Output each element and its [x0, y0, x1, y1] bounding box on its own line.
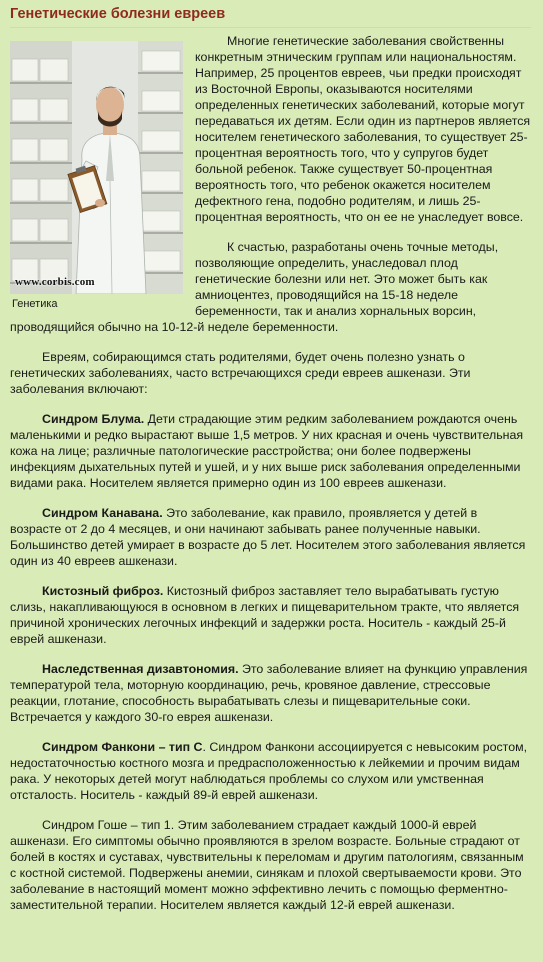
disease-bloom-title: Синдром Блума.	[42, 412, 145, 426]
disease-gaucher: Синдром Гоше – тип 1. Этим заболеванием страдает каждый 1000-й еврей ашкенази. Его симптомы обычно проявляются в зрелом возрасте. Больные страдают от болей в костях и суставах, чувствительны к переломам и другим патологиям, связанным с костной системой. Подвержены анемии, синякам и плохой свертываемости крови. Это заболевание в настоящий момент можно эффективно лечить с помощью ферментно-заместительной терапии. Носителем является каждый 12-й еврей ашкенази.	[10, 818, 524, 912]
disease-canavan	[10, 505, 531, 569]
paragraph-diagnostics: К счастью, разработаны очень точные методы, позволяющие определить, унаследовал плод генетические болезни или нет. Это может быть как амниоцентез, проводящийся на 15-18 неделе беременности, так и анализ хорнальных ворсин, проводящийся обычно на 10-12-й неделе беременности.	[10, 240, 499, 334]
disease-bloom-text: Дети страдающие этим редким заболеванием рождаются очень маленькими и редко вырастают выше 1,5 метров. У них красная и очень чувствительная кожа на лице; различные патологические расстройства; они более подвержены инфекциям дыхательных путей и ушей, и у них выше риск заболевания определенными видами рака. Носителем является примерно один из 100 евреев ашкенази.	[10, 412, 524, 490]
photo-watermark: www.corbis.com	[15, 276, 95, 288]
disease-cystic-fibrosis-title: Кистозный фиброз.	[42, 584, 164, 598]
photo-caption: Генетика	[12, 298, 58, 310]
disease-dysautonomia	[10, 661, 531, 725]
disease-bloom	[10, 411, 531, 491]
disease-fanconi	[10, 739, 531, 803]
disease-canavan-title: Синдром Канавана.	[42, 506, 163, 520]
disease-cystic-fibrosis	[10, 583, 531, 647]
geneticist-photo	[10, 41, 183, 294]
photo-illustration	[10, 41, 183, 294]
disease-fanconi-text: . Синдром Фанкони ассоциируется с невысоким ростом, недостаточностью костного мозга и предрасположенностью к лейкемии и прочим видам рака. У некоторых детей могут наблюдаться проблемы со слухом или умственная отсталость. Носитель - каждый 89-й еврей ашкенази.	[10, 740, 528, 802]
article-figure	[10, 41, 187, 311]
article-body	[10, 28, 531, 913]
disease-dysautonomia-title: Наследственная дизавтономия.	[42, 662, 239, 676]
disease-cystic-fibrosis-text: Кистозный фиброз заставляет тело вырабатывать густую слизь, накапливающуюся в основном в легких и пищеварительном тракте, что является причиной хронических легочных инфекций и задержки роста. Носитель - каждый 25-й еврей ашкенази.	[10, 584, 520, 646]
disease-dysautonomia-text: Это заболевание влияет на функцию управления температурой тела, моторную координацию, речь, кровяное давление, стрессовые реакции, глотание, способность вырабатывать слезы и пищеварительные соки. Встречается у каждого 30-го еврея ашкенази.	[10, 662, 528, 724]
disease-canavan-text: Это заболевание, как правило, проявляется у детей в возрасте от 2 до 4 месяцев, и они начинают забывать ранее полученные навыки. Большинство детей умирает в возрасте до 5 лет. Носителем этого заболевания является один из 40 евреев ашкенази.	[10, 506, 526, 568]
paragraph-ashkenazi-list-intro: Евреям, собирающимся стать родителями, будет очень полезно узнать о генетических заболеваниях, часто встречающихся среди евреев ашкенази. Эти заболевания включают:	[10, 350, 471, 396]
disease-fanconi-title: Синдром Фанкони – тип С	[42, 740, 203, 754]
paragraph-intro: Многие генетические заболевания свойственны конкретным этническим группам или национальностям. Например, 25 процентов евреев, чьи предки происходят из Восточной Европы, оказываются носителями определенных генетических заболеваний, которые могут передаваться их детям. Если один из партнеров является носителем генетического заболевания, то существует 25-процентная вероятность того, что у супругов будет больной ребенок. Также существует 50-процентная вероятность того, что ребенок окажется носителем дефектного гена, подобно родителям, и лишь 25-процентная вероятность, что он ее не унаследует вовсе.	[195, 34, 531, 224]
article-title: Генетические болезни евреев	[10, 0, 531, 28]
